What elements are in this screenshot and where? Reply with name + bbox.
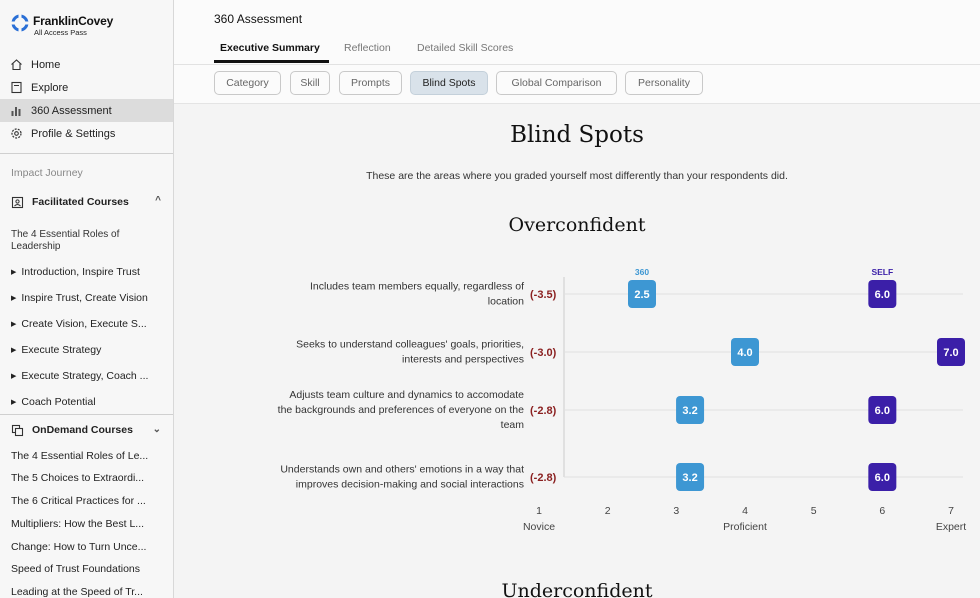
facilitated-course-title[interactable]: The 4 Essential Roles of Leadership bbox=[11, 229, 120, 252]
gear-icon bbox=[10, 127, 23, 140]
row-difference: (-3.5) bbox=[530, 289, 557, 301]
caret-right-icon: ▶ bbox=[11, 373, 17, 380]
lesson-label: Coach Potential bbox=[21, 396, 96, 408]
lesson-item[interactable] bbox=[11, 344, 161, 356]
caret-right-icon: ▶ bbox=[11, 321, 17, 328]
chip-category[interactable]: Category bbox=[214, 71, 281, 95]
blind-spots-chart bbox=[174, 104, 980, 598]
lesson-label: Inspire Trust, Create Vision bbox=[21, 292, 148, 304]
lesson-label: Introduction, Inspire Trust bbox=[21, 266, 140, 278]
x-tick-label: 5 bbox=[810, 505, 817, 517]
x-tick-label: 3 bbox=[673, 505, 680, 517]
row-label: team bbox=[500, 419, 524, 431]
ondemand-course-item[interactable]: The 5 Choices to Extraordi... bbox=[11, 472, 145, 484]
person-board-icon bbox=[11, 196, 24, 209]
sidebar-divider bbox=[0, 414, 173, 415]
logo-icon bbox=[11, 14, 29, 32]
row-label: location bbox=[487, 295, 524, 308]
page-header bbox=[174, 0, 980, 65]
home-icon bbox=[10, 58, 23, 71]
self-score-label: 7.0 bbox=[943, 347, 959, 359]
active-tab-indicator bbox=[214, 60, 329, 63]
lesson-label: Create Vision, Execute S... bbox=[21, 318, 147, 330]
x-scale-label: Proficient bbox=[723, 521, 767, 533]
x-tick-label: 1 bbox=[536, 505, 542, 517]
row-difference: (-3.0) bbox=[530, 347, 557, 359]
main-area bbox=[174, 0, 980, 598]
section-description: These are the areas where you graded yourself most differently than your respondents did. bbox=[366, 170, 788, 182]
caret-right-icon: ▶ bbox=[11, 347, 17, 354]
filter-chips-bar bbox=[174, 65, 980, 104]
caret-right-icon: ▶ bbox=[11, 399, 17, 406]
lesson-label: Execute Strategy bbox=[21, 344, 102, 356]
sidebar bbox=[0, 0, 174, 598]
section-heading: Blind Spots bbox=[510, 122, 644, 148]
caret-right-icon: ▶ bbox=[11, 295, 17, 302]
ondemand-course-item[interactable]: Speed of Trust Foundations bbox=[11, 563, 140, 575]
x-scale-label: Novice bbox=[522, 521, 556, 533]
nav-explore-label: Explore bbox=[31, 81, 69, 94]
facilitated-courses-label: Facilitated Courses bbox=[32, 196, 129, 208]
chip-skill[interactable]: Skill bbox=[290, 71, 330, 95]
360-score-label: 2.5 bbox=[634, 289, 650, 301]
nav-home[interactable] bbox=[0, 53, 173, 76]
nav-home-label: Home bbox=[31, 58, 61, 71]
ondemand-courses-toggle[interactable] bbox=[0, 418, 173, 442]
ondemand-course-item[interactable]: Change: How to Turn Unce... bbox=[11, 541, 147, 553]
row-label: improves decision-making and social interactions bbox=[295, 478, 524, 491]
row-label: the backgrounds and preferences of everyone on the bbox=[277, 404, 524, 416]
row-label: Understands own and others' emotions in a way that bbox=[280, 463, 524, 476]
chip-global-comparison[interactable]: Global Comparison bbox=[496, 71, 617, 95]
x-tick-label: 6 bbox=[879, 505, 886, 517]
x-tick-label: 2 bbox=[604, 505, 611, 517]
logo-subtitle: All Access Pass bbox=[34, 28, 87, 37]
self-score-label: 6.0 bbox=[874, 405, 890, 417]
chip-personality[interactable]: Personality bbox=[625, 71, 703, 95]
underconfident-heading: Underconfident bbox=[501, 580, 653, 598]
nav-360-label: 360 Assessment bbox=[31, 104, 112, 117]
book-icon bbox=[10, 81, 23, 94]
nav-profile-settings[interactable] bbox=[0, 122, 173, 145]
row-difference: (-2.8) bbox=[530, 405, 557, 417]
blind-spots-content bbox=[174, 104, 980, 598]
x-tick-label: 7 bbox=[948, 505, 954, 517]
self-score-label: 6.0 bbox=[874, 289, 890, 301]
row-label: Adjusts team culture and dynamics to accomodate bbox=[289, 389, 524, 401]
nav-explore[interactable] bbox=[0, 76, 173, 99]
ondemand-course-item[interactable]: Leading at the Speed of Tr... bbox=[11, 586, 143, 598]
ondemand-courses-label: OnDemand Courses bbox=[32, 424, 133, 436]
ondemand-course-item[interactable]: The 4 Essential Roles of Le... bbox=[11, 450, 149, 462]
overconfident-heading: Overconfident bbox=[508, 214, 646, 236]
caret-right-icon: ▶ bbox=[11, 269, 17, 276]
series-label-self: SELF bbox=[871, 267, 894, 277]
self-score-label: 6.0 bbox=[874, 472, 890, 484]
row-difference: (-2.8) bbox=[530, 472, 557, 484]
ondemand-course-item[interactable]: The 6 Critical Practices for ... bbox=[11, 495, 146, 507]
tab-detailed-skill-scores[interactable]: Detailed Skill Scores bbox=[417, 42, 514, 54]
chevron-up-icon: ^ bbox=[155, 195, 161, 206]
chevron-down-icon: ⌄ bbox=[152, 424, 161, 435]
360-score-label: 3.2 bbox=[682, 405, 698, 417]
360-score-label: 3.2 bbox=[682, 472, 698, 484]
chip-prompts[interactable]: Prompts bbox=[339, 71, 402, 95]
lesson-item[interactable] bbox=[11, 370, 161, 382]
lesson-label: Execute Strategy, Coach ... bbox=[21, 370, 149, 382]
bar-chart-icon bbox=[10, 104, 23, 117]
sidebar-divider bbox=[0, 153, 173, 154]
lesson-item[interactable] bbox=[11, 292, 161, 304]
360-score-label: 4.0 bbox=[737, 347, 753, 359]
tab-executive-summary[interactable]: Executive Summary bbox=[220, 42, 320, 54]
facilitated-courses-toggle[interactable] bbox=[0, 190, 173, 214]
impact-journey-label: Impact Journey bbox=[11, 167, 83, 179]
ondemand-course-item[interactable]: Multipliers: How the Best L... bbox=[11, 518, 145, 530]
lesson-item[interactable] bbox=[11, 266, 161, 278]
series-label-360: 360 bbox=[634, 267, 650, 277]
lesson-item[interactable] bbox=[11, 396, 161, 408]
tab-reflection[interactable]: Reflection bbox=[344, 42, 391, 54]
nav-360-assessment[interactable] bbox=[0, 99, 173, 122]
lesson-item[interactable] bbox=[11, 318, 161, 330]
x-scale-label: Expert bbox=[935, 521, 967, 533]
x-tick-label: 4 bbox=[742, 505, 748, 517]
row-label: Seeks to understand colleagues' goals, priorities, bbox=[296, 338, 524, 351]
logo-name: FranklinCovey bbox=[33, 14, 114, 28]
page-title: 360 Assessment bbox=[214, 12, 303, 26]
row-label: interests and perspectives bbox=[402, 353, 524, 366]
copy-icon bbox=[11, 424, 24, 437]
nav-profile-label: Profile & Settings bbox=[31, 127, 116, 140]
chip-blind-spots[interactable]: Blind Spots bbox=[410, 71, 488, 95]
row-label: Includes team members equally, regardless of bbox=[310, 280, 524, 293]
